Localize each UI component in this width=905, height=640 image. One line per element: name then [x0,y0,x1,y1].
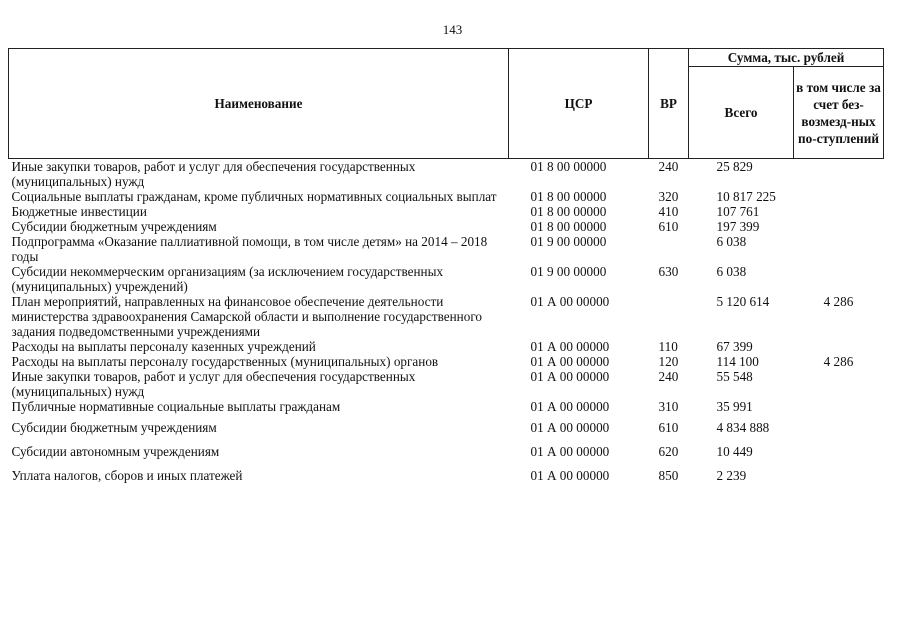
table-row [9,189,884,204]
row-total: 6 038 [716,234,747,249]
table-row [9,294,884,339]
budget-table [8,48,884,483]
row-csr: 01 8 00 00000 [530,204,607,219]
row-csr: 01 А 00 00000 [530,369,610,384]
table-row [9,204,884,219]
row-csr: 01 8 00 00000 [530,219,607,234]
row-grants [794,414,884,435]
row-name: Иные закупки товаров, работ и услуг для обеспечения государственных (муниципальных) нужд [11,369,416,399]
row-name: Субсидии некоммерческим организациям (за исключением государственных (муниципальных) учреждений) [11,264,444,294]
row-vr [649,234,689,264]
row-name: Расходы на выплаты персоналу казенных учреждений [11,339,316,354]
row-vr [649,294,689,339]
row-vr: 410 [658,204,679,219]
table-header [9,49,884,159]
row-csr: 01 8 00 00000 [530,189,607,204]
row-total: 55 548 [716,369,753,384]
row-csr: 01 А 00 00000 [530,339,610,354]
table-row [9,369,884,399]
header-grants: в том числе за счет без-возмезд-ных по-ступлений [794,67,884,159]
row-grants [794,339,884,354]
table-row [9,435,884,459]
row-name: План мероприятий, направленных на финансовое обеспечение деятельности министерства здравоохранения Самарской области и выполнение государственного задания подведомственными учреждениями [11,294,482,339]
row-grants [794,399,884,414]
row-total: 2 239 [716,468,747,483]
row-grants [794,435,884,459]
table-row [9,459,884,483]
row-grants [794,264,884,294]
row-csr: 01 9 00 00000 [530,234,607,249]
row-name: Бюджетные инвестиции [11,204,147,219]
row-vr: 110 [658,339,678,354]
row-total: 197 399 [716,219,760,234]
table-row [9,354,884,369]
row-vr: 850 [658,468,679,483]
header-csr: ЦСР [509,49,649,159]
row-csr: 01 А 00 00000 [530,444,610,459]
row-vr: 310 [658,399,679,414]
row-csr: 01 А 00 00000 [530,399,610,414]
header-total: Всего [689,67,794,159]
table-row [9,339,884,354]
header-vr: ВР [649,49,689,159]
row-total: 6 038 [716,264,747,279]
row-vr: 610 [658,420,679,435]
page-number: 143 [442,22,463,37]
row-name: Публичные нормативные социальные выплаты гражданам [11,399,341,414]
row-total: 4 834 888 [716,420,770,435]
row-name: Расходы на выплаты персоналу государственных (муниципальных) органов [11,354,439,369]
row-grants: 4 286 [823,354,854,369]
table-row [9,399,884,414]
row-vr: 620 [658,444,679,459]
row-vr: 120 [658,354,679,369]
header-name: Наименование [9,49,509,159]
row-total: 10 817 225 [716,189,776,204]
row-grants [794,204,884,219]
row-csr: 01 9 00 00000 [530,264,607,279]
row-grants: 4 286 [823,294,854,309]
table-row [9,264,884,294]
row-total: 67 399 [716,339,753,354]
row-vr: 320 [658,189,679,204]
row-csr: 01 А 00 00000 [530,294,610,309]
table-row [9,159,884,190]
row-grants [794,459,884,483]
row-name: Подпрограмма «Оказание паллиативной помощи, в том числе детям» на 2014 – 2018 годы [11,234,488,264]
row-total: 25 829 [716,159,753,174]
row-total: 5 120 614 [716,294,770,309]
row-total: 107 761 [716,204,760,219]
row-name: Социальные выплаты гражданам, кроме публичных нормативных социальных выплат [11,189,497,204]
row-vr: 610 [658,219,679,234]
row-csr: 01 8 00 00000 [530,159,607,174]
table-body [9,159,884,484]
table-row [9,414,884,435]
row-total: 10 449 [716,444,753,459]
row-name: Субсидии бюджетным учреждениям [11,219,217,234]
row-grants [794,189,884,204]
row-name: Иные закупки товаров, работ и услуг для обеспечения государственных (муниципальных) нужд [11,159,416,189]
row-grants [794,369,884,399]
row-name: Субсидии бюджетным учреждениям [11,420,217,435]
row-vr: 630 [658,264,679,279]
row-total: 35 991 [716,399,753,414]
row-vr: 240 [658,369,679,384]
row-csr: 01 А 00 00000 [530,468,610,483]
row-total: 114 100 [716,354,759,369]
row-name: Субсидии автономным учреждениям [11,444,220,459]
row-vr: 240 [658,159,679,174]
header-sum: Сумма, тыс. рублей [689,49,884,67]
row-grants [794,234,884,264]
row-csr: 01 А 00 00000 [530,420,610,435]
row-name: Уплата налогов, сборов и иных платежей [11,468,243,483]
row-grants [794,219,884,234]
table-row [9,234,884,264]
row-grants [794,159,884,190]
row-csr: 01 А 00 00000 [530,354,610,369]
table-row [9,219,884,234]
